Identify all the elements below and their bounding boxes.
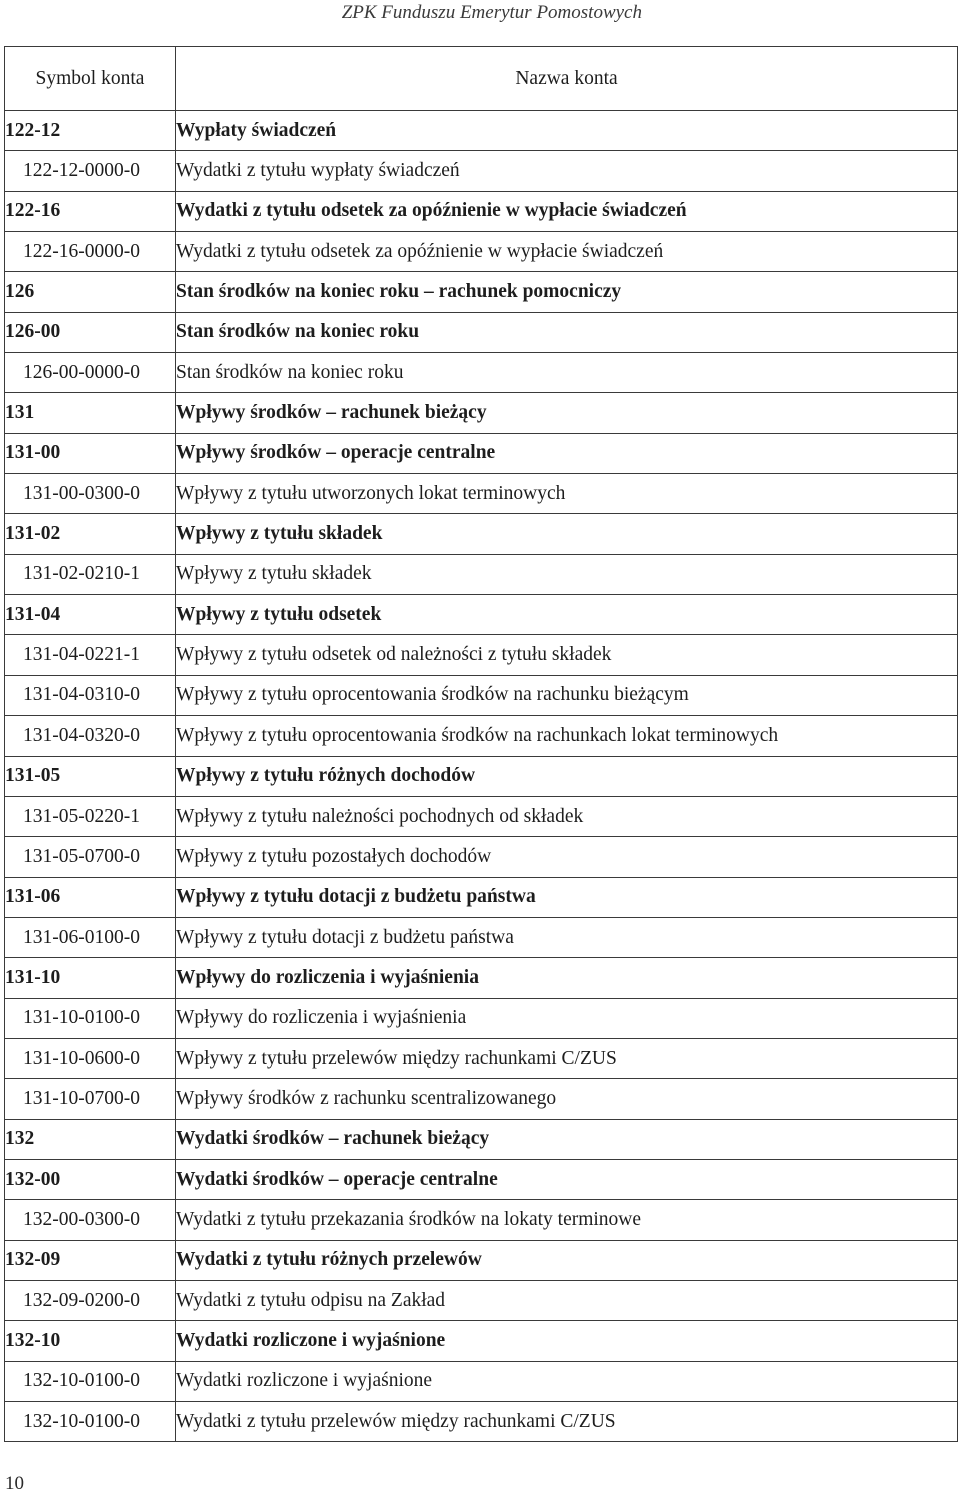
table-header-row (5, 47, 958, 111)
table-row (5, 1321, 958, 1361)
account-symbol: 131-04 (5, 595, 176, 635)
table-row (5, 151, 958, 191)
account-name: Wpływy z tytułu oprocentowania środków na rachunkach lokat terminowych (176, 716, 958, 756)
account-name: Stan środków na koniec roku (176, 312, 958, 352)
account-name: Stan środków na koniec roku (176, 353, 958, 393)
account-symbol: 131-02 (5, 514, 176, 554)
account-symbol: 131-04-0310-0 (5, 675, 176, 715)
account-symbol: 126-00 (5, 312, 176, 352)
table-row (5, 837, 958, 877)
account-symbol: 122-16-0000-0 (5, 232, 176, 272)
account-symbol: 122-12-0000-0 (5, 151, 176, 191)
account-symbol: 132-09-0200-0 (5, 1280, 176, 1320)
account-symbol: 132-10-0100-0 (5, 1361, 176, 1401)
page-number: 10 (5, 1473, 24, 1494)
table-row (5, 958, 958, 998)
account-name: Wydatki z tytułu wypłaty świadczeń (176, 151, 958, 191)
table-row (5, 1119, 958, 1159)
table-row (5, 312, 958, 352)
table-row (5, 554, 958, 594)
account-name: Wydatki środków – operacje centralne (176, 1159, 958, 1199)
account-name: Wpływy z tytułu odsetek od należności z tytułu składek (176, 635, 958, 675)
account-symbol: 131-10 (5, 958, 176, 998)
table-row (5, 998, 958, 1038)
account-name: Wydatki z tytułu przekazania środków na lokaty terminowe (176, 1200, 958, 1240)
account-name: Wydatki z tytułu różnych przelewów (176, 1240, 958, 1280)
account-name: Wpływy z tytułu odsetek (176, 595, 958, 635)
account-name: Wydatki środków – rachunek bieżący (176, 1119, 958, 1159)
account-name: Wpływy z tytułu dotacji z budżetu państwa (176, 877, 958, 917)
account-symbol: 131-00 (5, 433, 176, 473)
account-symbol: 126 (5, 272, 176, 312)
account-name: Wpływy z tytułu oprocentowania środków na rachunku bieżącym (176, 675, 958, 715)
account-symbol: 131-05 (5, 756, 176, 796)
account-symbol: 131-05-0700-0 (5, 837, 176, 877)
table-row (5, 393, 958, 433)
account-name: Wpływy z tytułu różnych dochodów (176, 756, 958, 796)
account-name: Wydatki z tytułu odsetek za opóźnienie w wypłacie świadczeń (176, 191, 958, 231)
account-name: Wypłaty świadczeń (176, 111, 958, 151)
table-row (5, 191, 958, 231)
account-name: Wpływy z tytułu składek (176, 554, 958, 594)
table-row (5, 1079, 958, 1119)
account-name: Wydatki rozliczone i wyjaśnione (176, 1321, 958, 1361)
account-symbol: 131-06 (5, 877, 176, 917)
account-name: Wpływy do rozliczenia i wyjaśnienia (176, 958, 958, 998)
table-row (5, 1240, 958, 1280)
table-row (5, 595, 958, 635)
account-name: Wpływy środków – operacje centralne (176, 433, 958, 473)
table-row (5, 232, 958, 272)
account-symbol: 122-12 (5, 111, 176, 151)
table-row (5, 272, 958, 312)
account-name: Wydatki z tytułu odsetek za opóźnienie w wypłacie świadczeń (176, 232, 958, 272)
account-name: Wydatki z tytułu odpisu na Zakład (176, 1280, 958, 1320)
account-symbol: 132 (5, 1119, 176, 1159)
account-symbol: 131-10-0100-0 (5, 998, 176, 1038)
account-name: Wydatki rozliczone i wyjaśnione (176, 1361, 958, 1401)
table-row (5, 474, 958, 514)
table-row (5, 1159, 958, 1199)
table-row (5, 756, 958, 796)
table-row (5, 514, 958, 554)
table-row (5, 796, 958, 836)
account-symbol: 126-00-0000-0 (5, 353, 176, 393)
table-row (5, 1038, 958, 1078)
account-symbol: 132-10-0100-0 (5, 1402, 176, 1442)
account-name: Wpływy z tytułu należności pochodnych od składek (176, 796, 958, 836)
account-symbol: 131-10-0700-0 (5, 1079, 176, 1119)
table-row (5, 353, 958, 393)
account-symbol: 131-02-0210-1 (5, 554, 176, 594)
account-symbol: 131-06-0100-0 (5, 917, 176, 957)
account-name: Wydatki z tytułu przelewów między rachunkami C/ZUS (176, 1402, 958, 1442)
account-symbol: 132-09 (5, 1240, 176, 1280)
account-name: Wpływy z tytułu utworzonych lokat terminowych (176, 474, 958, 514)
account-name: Wpływy z tytułu przelewów między rachunkami C/ZUS (176, 1038, 958, 1078)
account-symbol: 131-10-0600-0 (5, 1038, 176, 1078)
account-symbol: 122-16 (5, 191, 176, 231)
account-name: Wpływy środków – rachunek bieżący (176, 393, 958, 433)
table-row (5, 1402, 958, 1442)
account-name: Wpływy do rozliczenia i wyjaśnienia (176, 998, 958, 1038)
table-row (5, 917, 958, 957)
account-symbol: 132-00 (5, 1159, 176, 1199)
table-row (5, 1361, 958, 1401)
column-header-symbol: Symbol konta (5, 47, 176, 111)
table-row (5, 1280, 958, 1320)
table-row (5, 433, 958, 473)
account-symbol: 131-04-0221-1 (5, 635, 176, 675)
running-header: ZPK Funduszu Emerytur Pomostowych (341, 2, 642, 23)
account-symbol: 131 (5, 393, 176, 433)
table-row (5, 716, 958, 756)
accounts-table (4, 46, 958, 1442)
table-row (5, 1200, 958, 1240)
table-row (5, 877, 958, 917)
account-name: Wpływy z tytułu dotacji z budżetu państwa (176, 917, 958, 957)
account-symbol: 131-04-0320-0 (5, 716, 176, 756)
table-row (5, 675, 958, 715)
account-symbol: 131-00-0300-0 (5, 474, 176, 514)
column-header-name: Nazwa konta (176, 47, 958, 111)
account-symbol: 132-00-0300-0 (5, 1200, 176, 1240)
account-name: Wpływy z tytułu pozostałych dochodów (176, 837, 958, 877)
table-row (5, 635, 958, 675)
account-symbol: 131-05-0220-1 (5, 796, 176, 836)
account-name: Stan środków na koniec roku – rachunek pomocniczy (176, 272, 958, 312)
account-symbol: 132-10 (5, 1321, 176, 1361)
table-row (5, 111, 958, 151)
account-name: Wpływy środków z rachunku scentralizowanego (176, 1079, 958, 1119)
account-name: Wpływy z tytułu składek (176, 514, 958, 554)
